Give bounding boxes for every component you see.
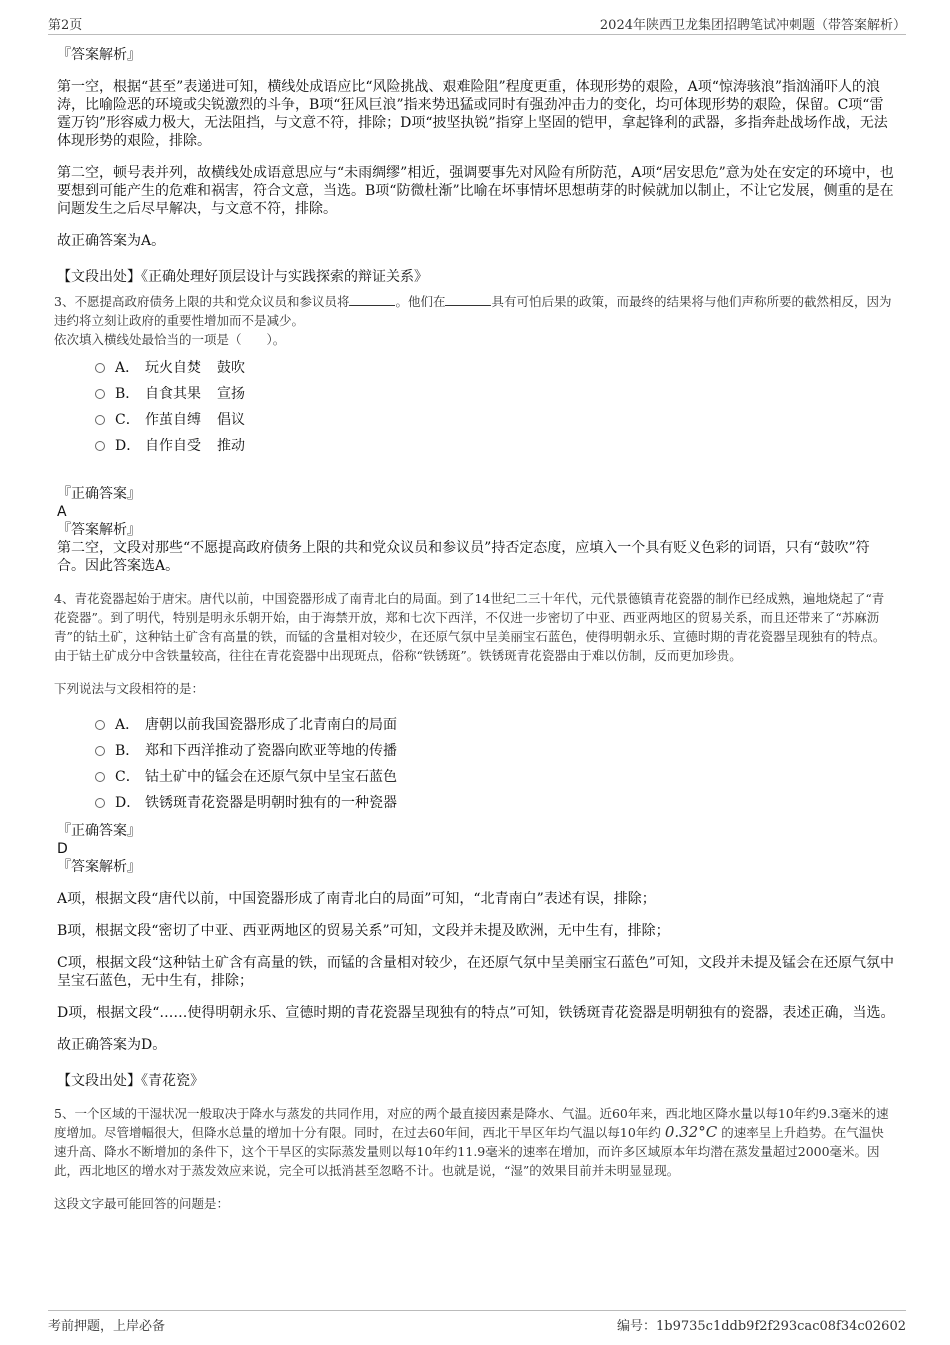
option-word-2: 宣扬 bbox=[217, 386, 245, 402]
q3-stem-part-b: 。他们在 bbox=[395, 294, 446, 309]
q3-option-a[interactable] bbox=[95, 355, 895, 381]
q5-stem bbox=[54, 1104, 895, 1180]
q4-analysis-d: D项，根据文段“……使得明朝永乐、宣德时期的青花瓷器呈现独有的特点”可知，铁锈斑青花瓷器是明朝独有的瓷器，表述正确，当选。 bbox=[57, 1005, 895, 1021]
page-content bbox=[54, 46, 895, 1213]
q4-stem: 4、青花瓷器起始于唐宋。唐代以前，中国瓷器形成了南青北白的局面。到了14世纪二三十年代，元代景德镇青花瓷器的制作已经成熟，遍地烧起了“青花瓷器”。到了明代，特别是明永乐朝开始，由于海禁开放，郑和七次下西洋，不仅进一步密切了中亚、西亚两地区的贸易关系，而且还带来了“苏麻沥青”的钴土矿，这种钴土矿含有高量的铁，而锰的含量相对较少，在还原气氛中呈美丽宝石蓝色，使得明朝永乐、宣德时期的青花瓷器呈现独有的特点。由于钴土矿成分中含铁量较高，往往在青花瓷器中出现斑点，俗称“铁锈斑”。铁锈斑青花瓷器由于难以仿制，反而更加珍贵。 bbox=[54, 591, 886, 663]
q3-analysis-label: 『答案解析』 bbox=[57, 522, 141, 538]
q4-analysis-c: C项，根据文段“这种钴土矿含有高量的铁，而锰的含量相对较少，在还原气氛中呈美丽宝石蓝色”可知，文段并未提及锰会在还原气氛中呈宝石蓝色，无中生有，排除； bbox=[57, 955, 895, 989]
document-title: 2024年陕西卫龙集团招聘笔试冲刺题（带答案解析） bbox=[599, 18, 906, 33]
radio-icon[interactable] bbox=[95, 746, 105, 756]
page-number: 第2页 bbox=[48, 18, 83, 33]
option-text: 钴土矿中的锰会在还原气氛中呈宝石蓝色 bbox=[145, 769, 397, 785]
q3-options bbox=[95, 355, 895, 459]
q3-blank-2 bbox=[445, 293, 491, 306]
q5-stem-part-a: 5、一个区域的干湿状况一般取决于降水与蒸发的共同作用，对应的两个最直接因素是降水、气温。近60年来，西北地区降水量以每10年约9.3毫米的速度增加。尽管增幅很大，但降水总量的增加十分有限。同时，在过去60年间，西北干旱区年均气温以每10年约 bbox=[54, 1106, 889, 1140]
q5-math-rate: 0.32°C bbox=[664, 1123, 718, 1141]
q4-analysis-b: B项，根据文段“密切了中亚、西亚两地区的贸易关系”可知，文段并未提及欧洲，无中生有，排除； bbox=[57, 923, 670, 939]
q5-stem-part-b: 的速率呈上升趋势。在气温快速升高、降水不断增加的条件下，这个干旱区的实际蒸发量则以每10年约11.9毫米的速率在增加，而许多区域原本年均潜在蒸发量超过2000毫米。因此，西北地区的增水对于蒸发效应来说，完全可以抵消甚至忽略不计。也就是说，“湿”的效果目前并未明显显现。 bbox=[54, 1125, 884, 1178]
q4-prompt: 下列说法与文段相符的是： bbox=[54, 681, 205, 696]
option-letter: D． bbox=[115, 438, 141, 454]
option-letter: A． bbox=[115, 717, 140, 733]
q3-stem bbox=[54, 292, 895, 330]
q3-stem-part-c: 具有可怕后果的政策，而最终的结果将与他们声称所要的截然相反，因为违约将立刻让政府的重要性增加而不是减少。 bbox=[54, 294, 892, 328]
q2-analysis-label: 『答案解析』 bbox=[57, 47, 141, 63]
q4-option-c[interactable] bbox=[95, 764, 895, 790]
radio-icon[interactable] bbox=[95, 772, 105, 782]
q4-answer-label: 『正确答案』 bbox=[57, 823, 141, 839]
q4-analysis-a: A项，根据文段“唐代以前，中国瓷器形成了南青北白的局面”可知，“北青南白”表述有误，排除； bbox=[57, 891, 656, 907]
option-word-1: 作茧自缚 bbox=[145, 412, 201, 428]
q4-options bbox=[95, 712, 895, 816]
q2-analysis-para2: 第二空，顿号表并列，故横线处成语意思应与“未雨绸缪”相近，强调要事先对风险有所防范，A项“居安思危”意为处在安定的环境中，也要想到可能产生的危难和祸害，符合文意，当选。B项“防微杜渐”比喻在坏事情坏思想萌芽的时候就加以制止，不让它发展，侧重的是在问题发生之后尽早解决，与文意不符，排除。 bbox=[57, 165, 894, 217]
option-letter: B． bbox=[115, 743, 140, 759]
option-letter: D． bbox=[115, 795, 141, 811]
q2-source: 【文段出处】《正确处理好顶层设计与实践探索的辩证关系》 bbox=[57, 269, 428, 285]
q5-prompt: 这段文字最可能回答的问题是： bbox=[54, 1196, 230, 1211]
q3-blank-1 bbox=[349, 293, 395, 306]
option-word-2: 推动 bbox=[217, 438, 245, 454]
q3-answer-label: 『正确答案』 bbox=[57, 486, 141, 502]
q4-conclusion: 故正确答案为D。 bbox=[57, 1037, 167, 1053]
q3-option-b[interactable] bbox=[95, 381, 895, 407]
q4-option-d[interactable] bbox=[95, 790, 895, 816]
option-letter: A． bbox=[115, 360, 140, 376]
q3-option-c[interactable] bbox=[95, 407, 895, 433]
q3-answer: A bbox=[57, 504, 67, 520]
q3-option-d[interactable] bbox=[95, 433, 895, 459]
option-text: 铁锈斑青花瓷器是明朝时独有的一种瓷器 bbox=[145, 795, 397, 811]
q3-prompt: 依次填入横线处最恰当的一项是（ ）。 bbox=[54, 332, 286, 347]
page-header bbox=[48, 14, 906, 35]
q2-conclusion: 故正确答案为A。 bbox=[57, 233, 166, 249]
option-word-2: 鼓吹 bbox=[217, 360, 245, 376]
radio-icon[interactable] bbox=[95, 798, 105, 808]
radio-icon[interactable] bbox=[95, 415, 105, 425]
option-text: 唐朝以前我国瓷器形成了北青南白的局面 bbox=[145, 717, 397, 733]
option-text: 郑和下西洋推动了瓷器向欧亚等地的传播 bbox=[145, 743, 397, 759]
q3-stem-part-a: 3、不愿提高政府债务上限的共和党众议员和参议员将 bbox=[54, 294, 350, 309]
q4-option-a[interactable] bbox=[95, 712, 895, 738]
radio-icon[interactable] bbox=[95, 441, 105, 451]
option-letter: C． bbox=[115, 769, 140, 785]
footer-slogan: 考前押题，上岸必备 bbox=[48, 1319, 166, 1334]
q4-option-b[interactable] bbox=[95, 738, 895, 764]
option-word-1: 自作自受 bbox=[145, 438, 201, 454]
option-letter: C． bbox=[115, 412, 140, 428]
page-footer bbox=[48, 1310, 906, 1337]
q3-analysis: 第二空，文段对那些“不愿提高政府债务上限的共和党众议员和参议员”持否定态度，应填入一个具有贬义色彩的词语，只有“鼓吹”符合。因此答案选A。 bbox=[57, 540, 870, 574]
option-word-1: 自食其果 bbox=[145, 386, 201, 402]
q2-analysis-para1: 第一空，根据“甚至”表递进可知，横线处成语应比“风险挑战、艰难险阻”程度更重，体现形势的艰险，A项“惊涛骇浪”指汹涌吓人的浪涛，比喻险恶的环境或尖锐激烈的斗争，B项“狂风巨浪”指来势迅猛或同时有强劲冲击力的变化，均可体现形势的艰险，保留。C项“雷霆万钧”形容威力极大，无法阻挡，与文意不符，排除；D项“披坚执锐”指穿上坚固的铠甲，拿起锋利的武器，多指奔赴战场作战，无法体现形势的艰险，排除。 bbox=[57, 79, 888, 149]
radio-icon[interactable] bbox=[95, 389, 105, 399]
option-word-1: 玩火自焚 bbox=[145, 360, 201, 376]
q4-source: 【文段出处】《青花瓷》 bbox=[57, 1073, 204, 1089]
radio-icon[interactable] bbox=[95, 720, 105, 730]
option-letter: B． bbox=[115, 386, 140, 402]
q4-analysis-label: 『答案解析』 bbox=[57, 859, 141, 875]
radio-icon[interactable] bbox=[95, 363, 105, 373]
q4-answer: D bbox=[57, 841, 68, 857]
document-code: 编号：1b9735c1ddb9f2f293cac08f34c02602 bbox=[616, 1319, 906, 1334]
option-word-2: 倡议 bbox=[217, 412, 245, 428]
